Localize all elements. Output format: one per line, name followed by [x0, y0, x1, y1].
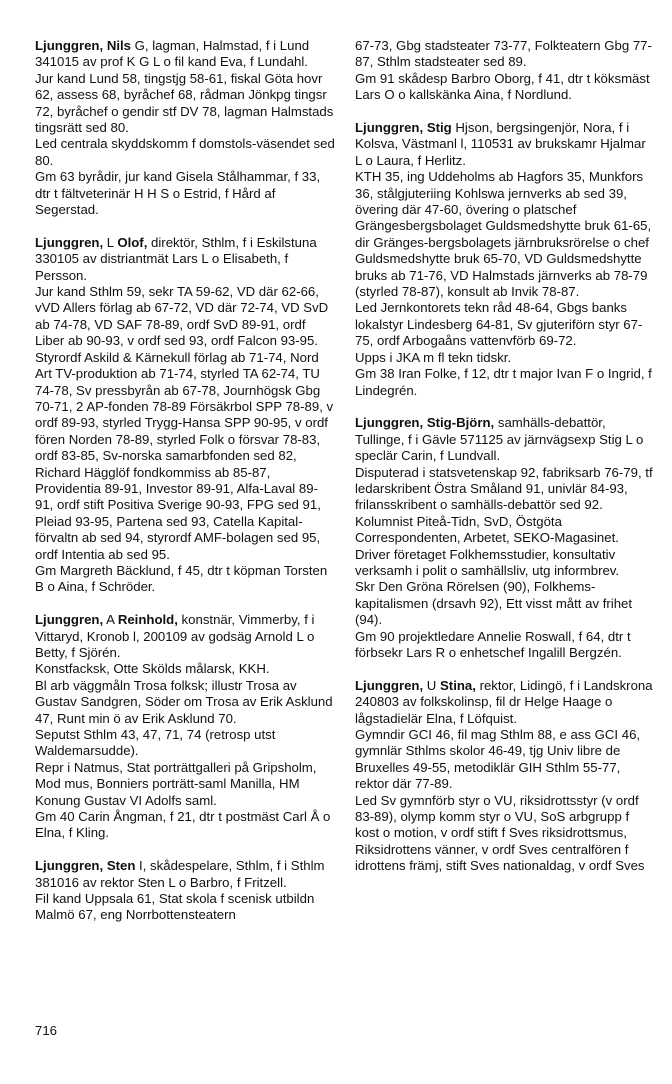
entry-heading	[355, 678, 655, 727]
entry-summary: G, lagman, Halmstad, f i Lund 341015 av prof K G L o fil kand Eva, f Lundahl.	[35, 38, 310, 70]
biography-entry	[355, 415, 655, 661]
entry-given-name: Stig	[426, 120, 452, 136]
biography-entry	[35, 612, 335, 842]
entry-summary: I, skådespelare, Sthlm, f i Sthlm 381016 av rektor Sten L o Barbro, f Fritzell.	[35, 858, 325, 890]
entry-summary: direktör, Sthlm, f i Eskilstuna 330105 av distriantmät Lars L o Elisabeth, f Persson.	[35, 234, 317, 283]
biography-entry	[35, 38, 335, 218]
entry-summary: samhälls-debattör, Tullinge, f i Gävle 571125 av järnvägsexp Stig L o speclär Carin, f Lundvall.	[355, 415, 644, 464]
entry-summary: rektor, Lidingö, f i Landskrona 240803 av folkskolinsp, fil dr Helge Haage o lågstadielär Elna, f Löfquist.	[355, 677, 653, 726]
entry-summary: Hjson, bergsingenjör, Nora, f i Kolsva, Västmanl l, 110531 av brukskamr Hjalmar L o Laura, f Herlitz.	[355, 120, 646, 168]
entry-paragraph: Gm 38 Iran Folke, f 12, dtr t major Ivan F o Ingrid, f Lindegrén.	[355, 366, 652, 398]
entry-surname: Ljunggren,	[35, 38, 104, 53]
entry-heading	[355, 120, 655, 169]
entry-given-name: Sten	[106, 858, 136, 874]
entry-surname: Ljunggren,	[35, 612, 104, 628]
entry-paragraph: Fil kand Uppsala 61, Stat skola f scenisk utbildn Malmö 67, eng Norrbottensteatern	[35, 891, 315, 923]
entry-paragraph: Gm 40 Carin Ångman, f 21, dtr t postmäst Carl Å o Elna, f Kling.	[35, 809, 331, 841]
entry-continuation	[355, 38, 655, 104]
entry-paragraph: Driver företaget Folkhemsstudier, konsultativ verksamh i polit o samhällsliv, utg informbrev.	[355, 546, 620, 578]
entry-paragraph: Bl arb väggmåln Trosa folksk; illustr Trosa av Gustav Sandgren, Söder om Trosa av Erik Asklund 47, Runt min ö av Erik Asklund 70.	[35, 677, 333, 726]
entry-given-name: Stig-Björn,	[426, 415, 495, 431]
entry-heading	[35, 858, 335, 891]
right-column	[355, 38, 655, 891]
entry-surname: Ljunggren,	[35, 858, 104, 874]
entry-paragraph: Gymndir GCI 46, fil mag Sthlm 88, e ass GCI 46, gymnlär Sthlms skolor 46-49, tjg Univ libre de Bruxelles 49-55, metodiklär GIH Sthlm 55-77, rektor där 77-89.	[355, 727, 641, 792]
entry-paragraph: Seputst Sthlm 43, 47, 71, 74 (retrosp utst Waldemarsudde).	[35, 727, 276, 759]
entry-paragraph: Led Sv gymnförb styr o VU, riksidrottsstyr (v ordf 83-89), olymp komm styr o VU, SoS arbgrupp f kost o motion, v ordf stift f Sves riksidrottsmus, Riksidrottens vänner, v ordf Sves centralfören f idrottens främj, stift Sves nationaldag, v ordf Sves	[355, 792, 645, 874]
entry-initial: A	[103, 612, 118, 628]
entry-paragraph: Styrordf Askild & Kärnekull förlag ab 71-74, Nord Art TV-produktion ab 71-74, styrled TA 62-74, TU 74-78, Sv pressbyrån ab 67-78, Journhögsk Gbg 70-71, 2 AP-fonden 78-89 Försäkrbol SPP 78-89, v ordf 89-93, styrled Trygg-Hansa SPP 90-95, v ordf fören Norden 78-89, styrled Folk o försvar 78-83, ordf 83-85, Sv-norska samarbfonden sed 82, Richard Hägglöf fondkommiss ab 85-87, Providentia 89-91, Investor 89-91, Alfa-Laval 89-91, ordf stift Positiva Sverige 90-93, FPG sed 91, Pleiad 93-95, Partena sed 93, Catella Kapital-förvaltn ab sed 94, styrordf AMF-bolagen sed 95, ordf Intentia ab sed 95.	[35, 349, 334, 562]
entry-paragraph: Kolumnist Piteå-Tidn, SvD, Östgöta Correspondenten, Arbetet, SEKO-Magasinet.	[355, 513, 619, 546]
entry-paragraph: Upps i JKA m fl tekn tidskr.	[355, 349, 512, 365]
entry-paragraph: Konstfacksk, Otte Skölds målarsk, KKH.	[35, 661, 270, 677]
entry-paragraph: Jur kand Lund 58, tingstjg 58-61, fiskal Göta hovr 62, assess 68, byråchef 68, rådman Jönkpg tingsr 72, byråchef o gendir stf DV 78, lagman Halmstads tingsrätt sed 80.	[35, 70, 334, 136]
entry-heading	[355, 415, 655, 464]
entry-paragraph: Led centrala skyddskomm f domstols-väsendet sed 80.	[35, 136, 335, 168]
entry-given-name: Reinhold,	[117, 612, 178, 628]
entry-paragraph: KTH 35, ing Uddeholms ab Hagfors 35, Munkfors 36, stålgjuteriing Kohlswa jernverks ab sed 39, övering där 47-60, övering o platschef Grängesbergsbolaget Guldsmedshytte bruk 61-65, dir Gränges-bergsbolagets järnbruksrörelse o chef Guldsmedshytte bruk 65-70, VD Guldsmedshytte bruks ab 71-76, VD Halmstads järnverks ab 78-79 (styrled 78-87), konsult ab Invik 78-87.	[355, 169, 652, 300]
entry-heading	[35, 38, 335, 71]
entry-heading	[35, 612, 335, 661]
entry-surname: Ljunggren,	[355, 120, 424, 136]
entry-given-name: Olof,	[117, 234, 148, 250]
biography-entry	[355, 678, 655, 875]
entry-initial: U	[423, 677, 440, 693]
entry-given-name: Stina,	[440, 677, 476, 693]
page-number: 716	[35, 1023, 58, 1038]
biography-entry	[35, 235, 335, 596]
entry-surname: Ljunggren,	[355, 415, 424, 431]
entry-surname: Ljunggren,	[355, 677, 424, 693]
entry-surname: Ljunggren,	[35, 234, 104, 250]
entry-paragraph: Skr Den Gröna Rörelsen (90), Folkhems-kapitalismen (drsavh 92), Ett visst mått av frihet (94).	[355, 579, 633, 628]
entry-summary: konstnär, Vimmerby, f i Vittaryd, Kronob l, 200109 av godsäg Arnold L o Betty, f Sjörén.	[35, 612, 315, 660]
entry-paragraph: Gm 90 projektledare Annelie Roswall, f 64, dtr t förbsekr Lars R o enhetschef Ingalill Bergzén.	[355, 628, 631, 660]
left-column	[35, 38, 335, 940]
entry-paragraph: Gm 91 skådesp Barbro Oborg, f 41, dtr t köksmäst Lars O o kallskänka Aina, f Nordlund.	[355, 70, 650, 103]
entry-paragraph: Disputerad i statsvetenskap 92, fabriksarb 76-79, tf ledarskribent Östra Småland 91, univlär 84-93, frilansskribent o samhälls-debattör sed 92.	[355, 464, 653, 513]
entry-paragraph: 67-73, Gbg stadsteater 73-77, Folkteatern Gbg 77-87, Sthlm stadsteater sed 89.	[355, 38, 652, 70]
entry-heading	[35, 235, 335, 284]
entry-paragraph: Gm 63 byrådir, jur kand Gisela Stålhammar, f 33, dtr t fältveterinär H H S o Estrid, f Hård af Segerstad.	[35, 169, 321, 218]
entry-initial: L	[103, 234, 118, 250]
entry-paragraph: Led Jernkontorets tekn råd 48-64, Gbgs banks lokalstyr Lindesberg 64-81, Sv gjuteriförn styr 67-75, ordf Arbogaåns vattenvförb 69-72.	[355, 300, 643, 349]
entry-given-name: Nils	[106, 38, 131, 53]
entry-paragraph: Jur kand Sthlm 59, sekr TA 59-62, VD där 62-66, vVD Allers förlag ab 67-72, VD där 72-74, VD SvD ab 74-78, VD SAF 78-89, ordf SvD 89-91, ordf Liber ab 90-93, v ordf sed 93, ordf Falcon 93-95.	[35, 284, 329, 349]
entry-paragraph: Gm Margreth Bäcklund, f 45, dtr t köpman Torsten B o Aina, f Schröder.	[35, 562, 328, 595]
entry-paragraph: Repr i Natmus, Stat porträttgalleri på Gripsholm, Mod mus, Bonniers porträtt-saml Manilla, HM Konung Gustav VI Adolfs saml.	[35, 759, 317, 808]
biography-entry	[35, 858, 335, 924]
biography-entry	[355, 120, 655, 399]
